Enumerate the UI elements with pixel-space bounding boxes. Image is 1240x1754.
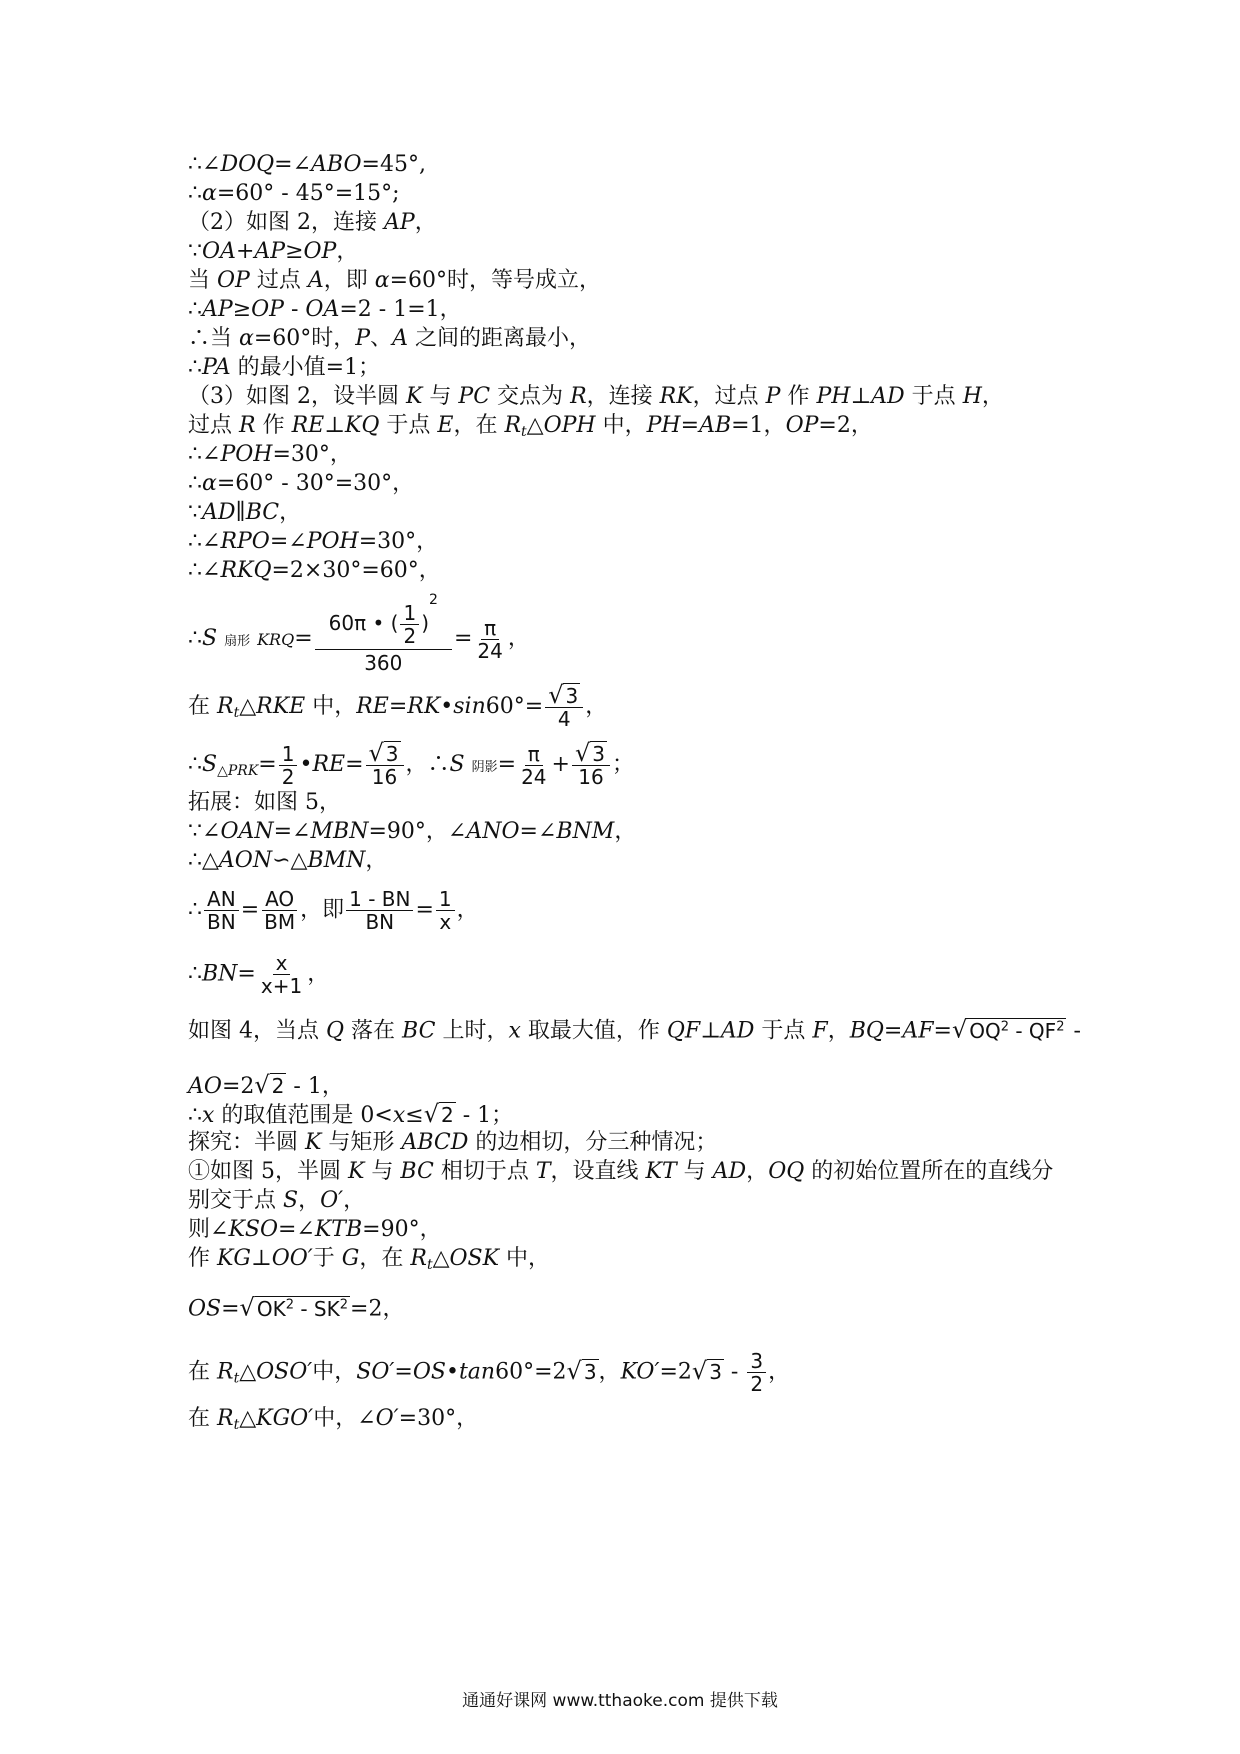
line-22: ∴ $\frac{AN}{BN}$ = $\frac{AO}{BM}$ ，即 $\frac{1 - BN}{BN}$ = $\frac{1}{x}$ ， [188, 887, 479, 934]
line-29: 别交于点 S，O′， [188, 1188, 366, 1213]
line-8: ∴PA 的最小值=1； [188, 355, 381, 380]
line-3: （2）如图 2，连接 AP， [188, 210, 437, 235]
line-7: ∴当 α=60°时，P、A 之间的距离最小， [188, 326, 592, 351]
line-34: 在 $R_t\triangle KGO'$中，∠O′=30°， [188, 1406, 479, 1433]
line-32: OS=√ $OK^2 - SK^2=2$， [188, 1293, 405, 1322]
line-6: ∴AP≥OP - OA=2 - 1=1， [188, 297, 462, 322]
line-10: 过点 R 作 RE⊥KQ 于点 E，在 $R_t\triangle OPH$ 中，PH=AB=1，OP=2， [188, 413, 873, 440]
line-24: 如图 4，当点 Q 落在 BC 上时，x 取最大值，作 QF⊥AD 于点 F，BQ=AF=√ $OQ^2 - QF^2$ - [188, 1015, 1081, 1044]
line-23: ∴BN= $\frac{x}{x+1}$ ， [188, 951, 330, 998]
line-21: ∴△AON∽△BMN， [188, 848, 388, 873]
line-1: ∴∠DOQ=∠ABO=45°, [188, 152, 426, 177]
line-5: 当 OP 过点 A，即 α=60°时，等号成立， [188, 268, 602, 293]
line-15: ∴∠RKQ=2×30°=60°， [188, 558, 441, 583]
line-2: ∴α=60° - 45°=15°; [188, 181, 400, 206]
line-20: ∵∠OAN=∠MBN=90°，∠ANO=∠BNM， [188, 819, 637, 844]
line-17: 在 $R_t\triangle RKE$ 中，RE=RK•sin60°= $\frac{√ 3}{4}$ ， [188, 681, 608, 731]
line-25: AO=2√ 2 - 1， [188, 1071, 344, 1099]
line-12: ∴α=60° - 30°=30°， [188, 471, 415, 496]
line-16: ∴S 扇形 KRQ= 60π • ( $\frac{1}{2}$ )$^2$ 360 = $\frac{\pi}{24}$ ， [188, 592, 530, 675]
line-19: 拓展：如图 5， [188, 790, 341, 815]
line-27: 探究：半圆 K 与矩形 ABCD 的边相切，分三种情况； [188, 1130, 718, 1155]
line-14: ∴∠RPO=∠POH=30°， [188, 529, 439, 554]
line-31: 作 KG⊥OO′于 G，在 $R_t\triangle OSK$ 中， [188, 1246, 551, 1273]
line-33: 在 $R_t\triangle OSO'$中，SO′=OS•tan60°=2√ 3，KO′=2√ 3 - $\frac{3}{2}$ ， [188, 1349, 791, 1396]
line-30: 则∠KSO=∠KTB=90°， [188, 1217, 442, 1242]
line-13: ∵AD∥BC， [188, 500, 302, 525]
footer-source: 通通好课网 www.tthaoke.com 提供下载 [462, 1691, 778, 1711]
line-4: ∵OA+AP≥OP， [188, 239, 359, 264]
line-28: ①如图 5，半圆 K 与 BC 相切于点 T，设直线 KT 与 AD，OQ 的初始位置所在的直线分 [188, 1159, 1054, 1184]
line-11: ∴∠POH=30°， [188, 442, 352, 467]
line-9: （3）如图 2，设半圆 K 与 PC 交点为 R，连接 RK，过点 P 作 PH⊥AD 于点 H， [188, 384, 1004, 409]
line-18: $\therefore S_{\triangle PRK}=$ $\frac{1}{2}$ •RE= $\frac{√ 3}{16}$ ，∴S 阴影= $\frac{\pi}{24}$ + $\frac{√ 3}{16}$ ； [188, 739, 635, 789]
line-26: ∴x 的取值范围是 0<x≤√ 2 - 1； [188, 1100, 514, 1128]
